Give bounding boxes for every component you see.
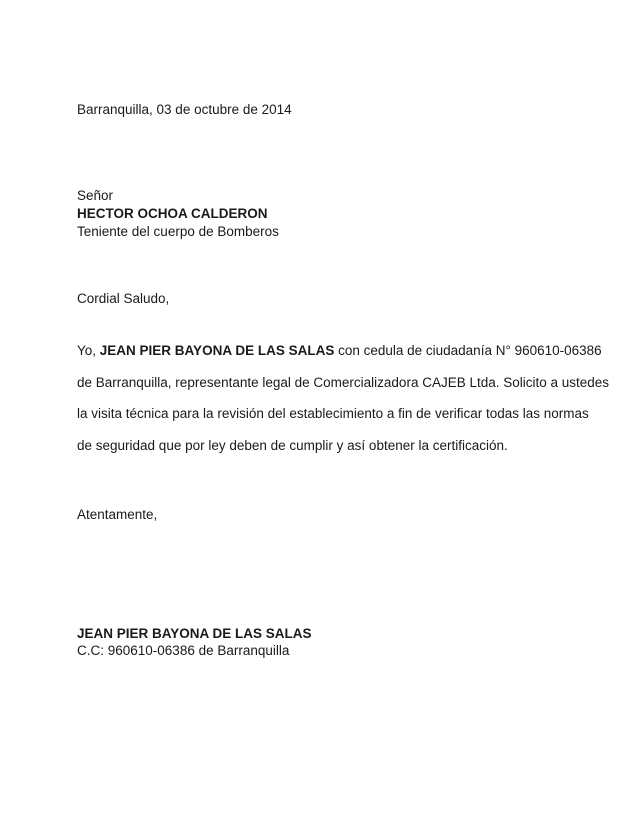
closing: Atentamente,: [77, 507, 158, 522]
greeting: Cordial Saludo,: [77, 291, 170, 306]
signature-id: C.C: 960610-06386 de Barranquilla: [77, 643, 290, 658]
body-line-1-suffix: con cedula de ciudadanía N° 960610-06386: [334, 343, 602, 358]
body-line-2: de Barranquilla, representante legal de Comercializadora CAJEB Ltda. Solicito a ustedes: [77, 375, 610, 390]
recipient-title: Teniente del cuerpo de Bomberos: [77, 224, 279, 239]
date-line: Barranquilla, 03 de octubre de 2014: [77, 102, 292, 117]
body-line-1-prefix: Yo,: [77, 343, 100, 358]
body-line-1: [77, 342, 602, 360]
signature-name: JEAN PIER BAYONA DE LAS SALAS: [77, 626, 312, 641]
recipient-salutation: Señor: [77, 188, 114, 203]
body-line-4: de seguridad que por ley deben de cumplir y así obtener la certificación.: [77, 438, 508, 453]
recipient-name: HECTOR OCHOA CALDERON: [77, 206, 268, 221]
applicant-name: JEAN PIER BAYONA DE LAS SALAS: [99, 343, 335, 358]
body-line-3: la visita técnica para la revisión del establecimiento a fin de verificar todas las normas: [77, 406, 589, 421]
